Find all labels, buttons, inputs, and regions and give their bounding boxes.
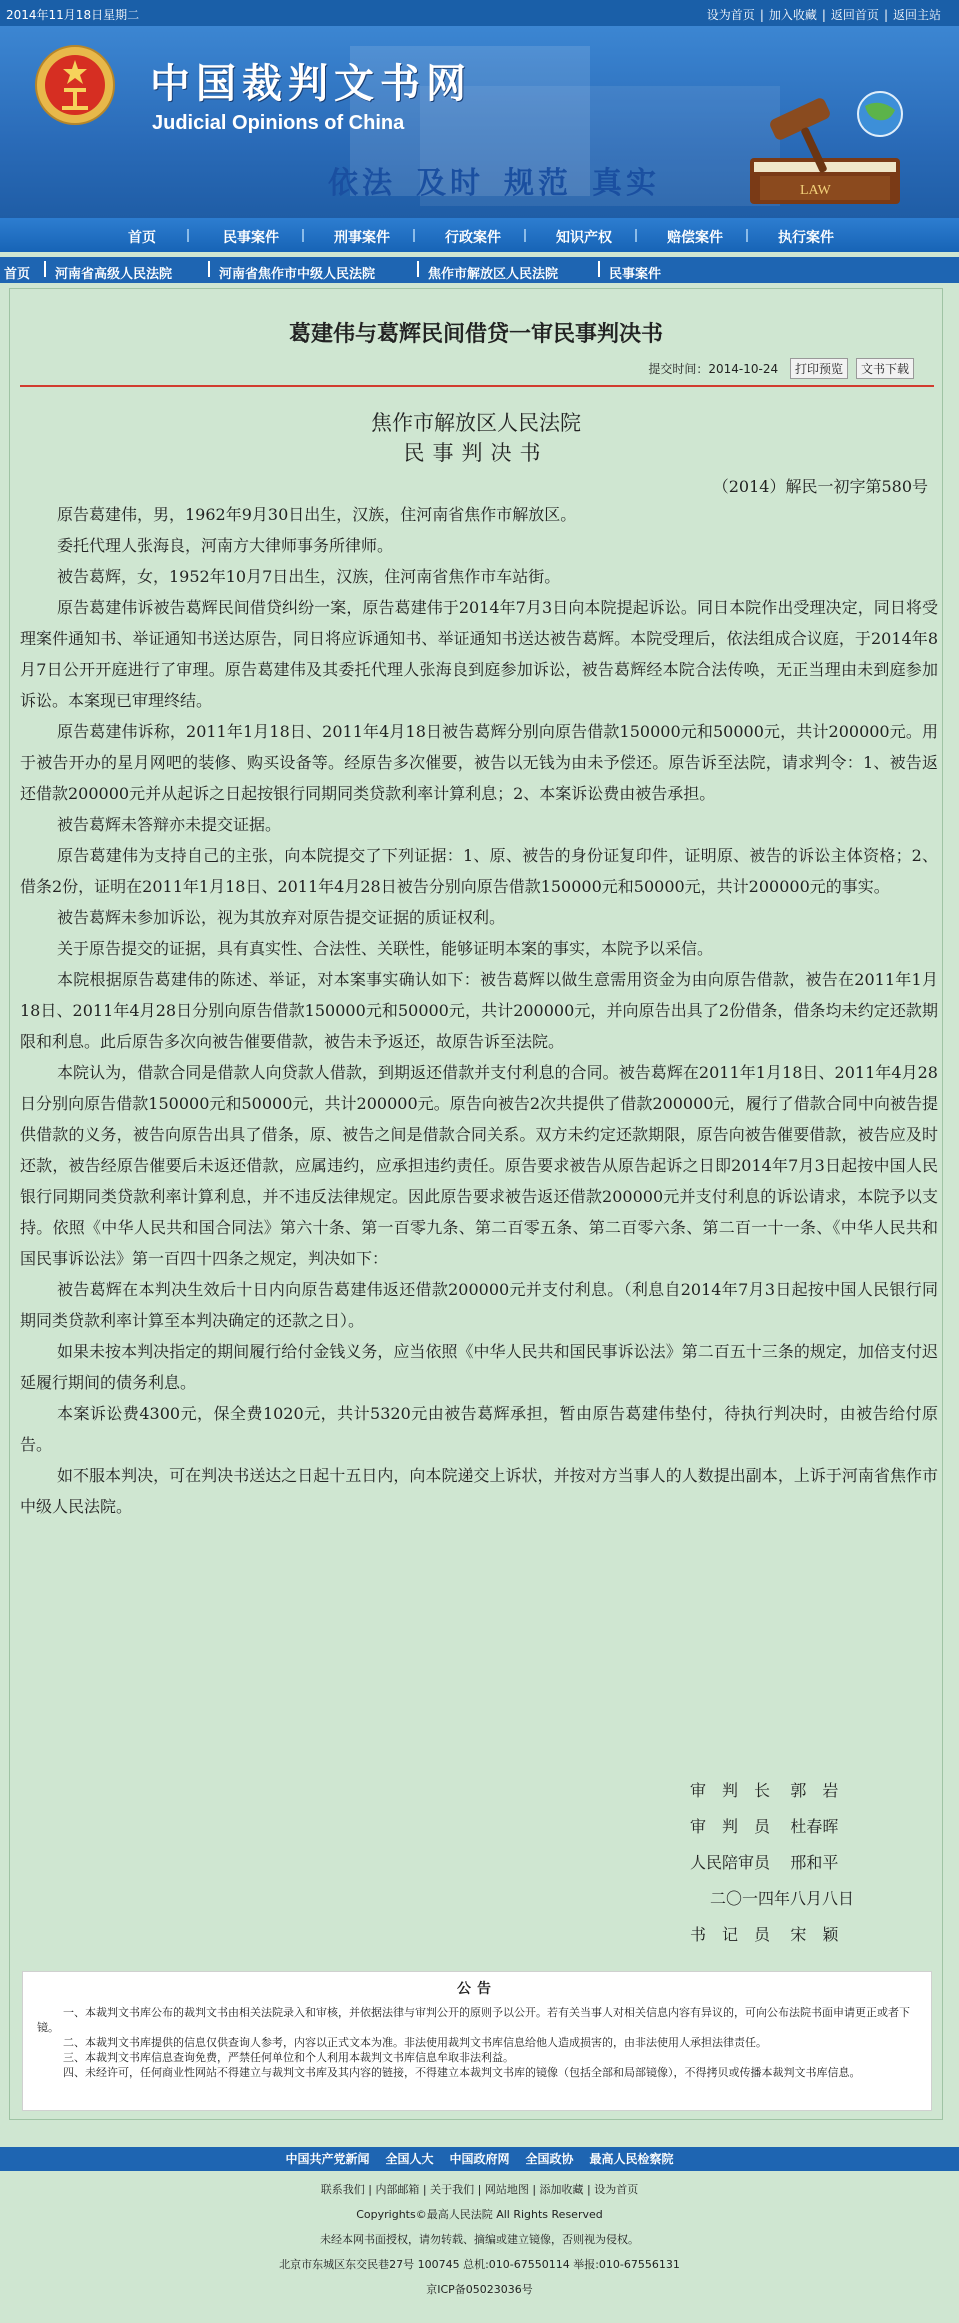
judgment-paragraph: 原告葛建伟诉称，2011年1月18日、2011年4月18日被告葛辉分别向原告借款150000元和50000元，共计200000元。用于被告开办的星月网吧的装修、购买设备等。经原告多次催要，被告以无钱为由未予偿还。原告诉至法院，请求判令：1、被告返还借款200000元并从起诉之日起按银行同期同类贷款利率计算利息；2、本案诉讼费由被告承担。 [20,722,938,803]
judgment-paragraph: 被告葛辉未答辩亦未提交证据。 [57,815,282,834]
document-title: 葛建伟与葛辉民间借贷一审民事判决书 [288,321,663,347]
contact-us-link[interactable]: 联系我们 [320,2183,365,2196]
nav-divider [635,229,637,242]
download-button[interactable]: 文书下载 [856,358,914,379]
about-us-link[interactable]: 关于我们 [430,2183,475,2196]
submit-date: 2014-10-24 [708,362,779,376]
site-map-link[interactable]: 网站地图 [484,2183,529,2196]
slogan-word: 依法 [328,166,396,201]
site-banner [0,26,959,218]
nav-item-enforcement[interactable]: 执行案件 [778,230,834,246]
book-label: LAW [800,183,831,198]
judgment-paragraph: 本案诉讼费4300元，保全费1020元，共计5320元由被告葛辉承担，暂由原告葛建伟垫付，待执行判决时，由被告给付原告。 [20,1404,938,1454]
signature-date [690,1881,854,1917]
separator: | [821,8,826,22]
signature-role: 审 判 员 [690,1817,771,1836]
separator: | [759,8,764,22]
nav-item-civil[interactable]: 民事案件 [223,230,279,246]
breadcrumb-item[interactable]: 焦作市解放区人民法院 [428,267,559,282]
breadcrumb-item[interactable]: 首页 [4,267,31,282]
judgment-paragraph: 被告葛辉，女，1952年10月7日出生，汉族，住河南省焦作市车站街。 [57,567,561,586]
judgment-body [20,499,938,1522]
nav-item-home[interactable]: 首页 [128,230,156,246]
notice-box [22,1971,932,2111]
set-homepage-link[interactable]: 设为首页 [706,8,755,22]
title-divider [20,385,934,387]
judgment-paragraph: 本院认为，借款合同是借款人向贷款人借款，到期返还借款并支付利息的合同。被告葛辉在2011年1月18日、2011年4月28日分别向原告借款150000元和50000元，共计200000元。原告向被告2次共提供了借款200000元，履行了借款合同中向被告提供借款的义务，被告向原告出具了借条，原、被告之间是借款合同关系。双方未约定还款期限，原告向被告催要借款，被告应及时还款，被告经原告催要后未返还借款，应属违约，应承担违约责任。原告要求被告从原告起诉之日即2014年7月3日起按中国人民银行同期同类贷款利率计算利息，并不违反法律规定。因此原告要求被告返还借款200000元并支付利息的诉讼请求，本院予以支持。依照《中华人民共和国合同法》第六十条、第一百零九条、第二百零五条、第二百零六条、第二百一十一条、《中华人民共和国民事诉讼法》第一百四十四条之规定，判决如下： [20,1063,938,1268]
signature-role: 审 判 长 [690,1781,771,1800]
footer-link[interactable]: 全国政协 [525,2152,574,2166]
site-title: 中国裁判文书网 [150,60,472,107]
nav-divider [413,229,415,242]
nav-item-compensation[interactable]: 赔偿案件 [667,230,723,246]
submit-label: 提交时间： [648,362,709,376]
footer-link[interactable]: 最高人民检察院 [589,2152,674,2166]
back-home-link[interactable]: 返回首页 [830,8,879,22]
icp-number: 京ICP备05023036号 [426,2283,533,2296]
breadcrumb-separator [44,261,46,277]
case-number: （2014）解民一初字第580号 [712,477,928,496]
nav-item-ip[interactable]: 知识产权 [556,230,612,246]
internal-mail-link[interactable]: 内部邮箱 [375,2183,420,2196]
top-links [707,6,941,23]
signature-name: 邢和平 [790,1853,839,1872]
nav-item-criminal[interactable]: 刑事案件 [334,230,390,246]
judgment-paragraph: 关于原告提交的证据，具有真实性、合法性、关联性，能够证明本案的事实，本院予以采信。 [57,939,714,958]
set-homepage-link[interactable]: 设为首页 [594,2183,639,2196]
print-preview-button[interactable]: 打印预览 [790,358,848,379]
add-favorite-link[interactable]: 加入收藏 [768,8,817,22]
slogan-word: 规范 [504,166,572,201]
footer-link[interactable]: 中国政府网 [449,2152,510,2166]
signature-name: 宋 颖 [790,1925,839,1944]
site-title-english: Judicial Opinions of China [152,112,405,134]
slogan-word: 及时 [416,166,484,201]
footer-links [0,2147,959,2171]
signature-row [690,1845,854,1881]
court-emblem-icon [34,44,116,126]
judgment-paragraph: 原告葛建伟诉被告葛辉民间借贷纠纷一案，原告葛建伟于2014年7月3日向本院提起诉讼。同日本院作出受理决定，同日将受理案件通知书、举证通知书送达原告，同日将应诉通知书、举证通知书送达被告葛辉。本院受理后，依法组成合议庭，于2014年8月7日公开开庭进行了审理。原告葛建伟及其委托代理人张海良到庭参加诉讼，被告葛辉经本院合法传唤，无正当理由未到庭参加诉讼。本案现已审理终结。 [20,598,938,710]
court-name: 焦作市解放区人民法院 [371,411,581,435]
contact-address: 北京市东城区东交民巷27号 100745 总机:010-67550114 举报:010-67556131 [279,2258,680,2271]
add-favorite-link[interactable]: 添加收藏 [539,2183,584,2196]
footer-sublinks: 联系我们 | 内部邮箱 | 关于我们 | 网站地图 | 添加收藏 | 设为首页 [320,2183,639,2196]
notice-heading: 公告 [457,1981,497,1997]
nav-divider [746,229,748,242]
site-slogan [328,158,680,202]
document-meta [648,358,914,379]
signature-row [690,1917,854,1953]
judgment-paragraph: 被告葛辉在本判决生效后十日内向原告葛建伟返还借款200000元并支付利息。（利息自2014年7月3日起按中国人民银行同期同类贷款利率计算至本判决确定的还款之日）。 [20,1280,938,1330]
breadcrumb-item[interactable]: 河南省高级人民法院 [55,267,173,282]
footer-link[interactable]: 全国人大 [385,2152,434,2166]
notice-line: 一、本裁判文书库公布的裁判文书由相关法院录入和审核，并依据法律与审判公开的原则予以公开。若有关当事人对相关信息内容有异议的，可向公布法院书面申请更正或者下镜。 [37,2006,910,2034]
slogan-word: 真实 [592,166,660,201]
breadcrumb-separator [598,261,600,277]
judgment-paragraph: 委托代理人张海良，河南方大律师事务所律师。 [57,536,394,555]
breadcrumb [0,257,959,283]
judgment-paragraph: 本院根据原告葛建伟的陈述、举证，对本案事实确认如下：被告葛辉以做生意需用资金为由向原告借款，被告在2011年1月18日、2011年4月28日分别向原告借款150000元和50000元，共计200000元，并向原告出具了2份借条，借条均未约定还款期限和利息。此后原告多次向被告催要借款，被告未予返还，故原告诉至法院。 [20,970,938,1051]
signature-row [690,1773,854,1809]
notice-line: 三、本裁判文书库信息查询免费，严禁任何单位和个人利用本裁判文书库信息牟取非法利益。 [63,2051,514,2064]
notice-line: 四、未经许可，任何商业性网站不得建立与裁判文书库及其内容的链接，不得建立本裁判文书库的镜像（包括全部和局部镜像），不得拷贝或传播本裁判文书库信息。 [63,2066,861,2079]
breadcrumb-separator [417,261,419,277]
current-date: 2014年11月18日星期二 [6,8,140,22]
nav-divider [302,229,304,242]
document-type: 民事判决书 [403,441,549,465]
breadcrumb-item[interactable]: 民事案件 [609,267,662,282]
judgment-paragraph: 原告葛建伟，男，1962年9月30日出生，汉族，住河南省焦作市解放区。 [57,505,577,524]
notice-line: 二、本裁判文书库提供的信息仅供查询人参考，内容以正式文本为准。非法使用裁判文书库信息给他人造成损害的，由非法使用人承担法律责任。 [63,2036,767,2049]
judgment-paragraph: 如不服本判决，可在判决书送达之日起十五日内，向本院递交上诉状，并按对方当事人的人数提出副本，上诉于河南省焦作市中级人民法院。 [20,1466,938,1516]
signature-name: 郭 岩 [790,1781,839,1800]
judgment-paragraph: 原告葛建伟为支持自己的主张，向本院提交了下列证据：1、原、被告的身份证复印件，证明原、被告的诉讼主体资格；2、借条2份，证明在2011年1月18日、2011年4月28日被告分别向原告借款150000元和50000元，共计200000元的事实。 [20,846,938,896]
copyright: Copyrights©最高人民法院 All Rights Reserved [356,2208,603,2221]
top-bar [0,0,959,26]
nav-item-administrative[interactable]: 行政案件 [445,230,501,246]
copyright-warning: 未经本网书面授权，请勿转载、摘编或建立镜像，否则视为侵权。 [320,2233,639,2246]
footer-link[interactable]: 中国共产党新闻 [285,2152,370,2166]
main-nav [0,218,959,252]
judgment-date: 二〇一四年八月八日 [710,1889,855,1908]
nav-divider [187,229,189,242]
nav-divider [524,229,526,242]
signature-row [690,1809,854,1845]
judgment-paragraph: 被告葛辉未参加诉讼，视为其放弃对原告提交证据的质证权利。 [57,908,506,927]
judgment-paragraph: 如果未按本判决指定的期间履行给付金钱义务，应当依照《中华人民共和国民事诉讼法》第二百五十三条的规定，加倍支付迟延履行期间的债务利息。 [20,1342,938,1392]
signature-role: 书 记 员 [690,1925,771,1944]
back-main-site-link[interactable]: 返回主站 [892,8,941,22]
breadcrumb-separator [208,261,210,277]
signature-role: 人民陪审员 [690,1853,771,1872]
breadcrumb-item[interactable]: 河南省焦作市中级人民法院 [219,267,376,282]
gavel-book-icon [740,76,920,218]
signature-block [690,1773,854,1953]
judgment-document [9,288,943,2120]
separator: | [883,8,888,22]
signature-name: 杜春晖 [790,1817,839,1836]
